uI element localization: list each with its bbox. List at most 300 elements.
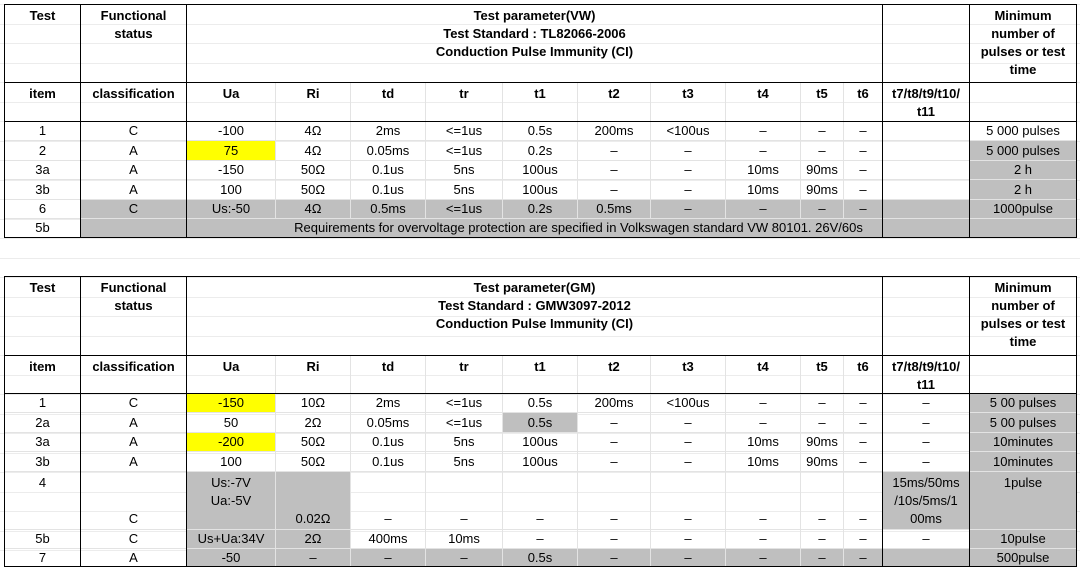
gm-table-cell-text: 10minutes — [993, 453, 1053, 469]
gm-table-cell — [4, 451, 80, 471]
gm-row-7-cell — [502, 548, 577, 566]
gm-table-cell-text: 2a — [35, 414, 50, 430]
vw-table-cell — [725, 199, 800, 218]
gm-table-cell-text: – — [818, 395, 826, 410]
vw-table-cell — [425, 160, 502, 179]
gm-table-cell — [577, 393, 650, 412]
vw-header-classification — [80, 82, 186, 121]
gm-table-cell — [725, 451, 800, 471]
vw-table-cell-text: 100 — [220, 181, 242, 197]
vw-table-cell — [882, 160, 969, 179]
gm-table-cell-text: 5 00 pulses — [989, 414, 1057, 430]
vw-table-cell-text: <=1us — [445, 201, 483, 216]
vw-col-header — [800, 82, 843, 121]
vw-header-test-text: Test — [29, 8, 56, 23]
vw-col-header — [502, 82, 577, 121]
vw-header-minimum — [969, 4, 1076, 82]
gm-row-7-cell-text: – — [818, 549, 826, 565]
table-border — [4, 355, 1077, 356]
gm-table-cell-text: – — [922, 414, 930, 430]
gm-col-header — [186, 355, 275, 393]
vw-table-cell — [843, 121, 882, 140]
gm-table-cell-text: 100us — [522, 434, 558, 449]
gm-table-cell-text: 0.5s — [527, 395, 553, 410]
gm-row-5b-cell — [186, 529, 275, 548]
gm-table-cell — [350, 412, 425, 432]
gm-table-cell-text: 0.1us — [372, 434, 404, 449]
gm-row-7-cell-text: – — [460, 549, 468, 565]
table-border — [4, 82, 1077, 83]
gm-col-header-text: tr — [459, 359, 469, 374]
gm-row-5b-cell-text: 5b — [35, 531, 50, 546]
gm-row-7-cell — [969, 548, 1076, 566]
vw-table-cell — [275, 140, 350, 160]
gm-table-cell-text: 50Ω — [300, 453, 326, 469]
vw-table-cell-text: – — [818, 201, 826, 216]
vw-table-cell-text: 5 000 pulses — [986, 142, 1060, 158]
vw-table-cell — [969, 140, 1076, 160]
gm-row-4-ua — [186, 471, 275, 529]
vw-table-cell — [650, 140, 725, 160]
gm-row-5b-cell-text: – — [759, 531, 767, 546]
gm-row-5b-cell-text: – — [922, 531, 930, 546]
vw-table-cell — [425, 179, 502, 199]
vw-col-header — [577, 82, 650, 121]
table-border — [4, 4, 5, 238]
vw-table-cell — [350, 121, 425, 140]
vw-table-cell — [843, 160, 882, 179]
gm-table-cell-text: – — [684, 434, 692, 449]
gm-row-5b-cell-text: – — [536, 531, 544, 546]
gm-col-header — [725, 355, 800, 393]
gm-table-cell — [186, 451, 275, 471]
vw-col-header — [350, 82, 425, 121]
vw-table-cell — [800, 140, 843, 160]
gm-row-4-min — [969, 471, 1076, 529]
gm-table-cell-text: 3a — [35, 434, 50, 449]
gm-table-cell-text: 10minutes — [993, 434, 1053, 449]
vw-table-cell — [502, 140, 577, 160]
vw-header-item-text: item — [29, 86, 56, 101]
gm-table-cell-text: 0.05ms — [366, 414, 410, 430]
gm-row-4-cell — [502, 471, 577, 529]
gm-table-cell — [425, 393, 502, 412]
table-border — [969, 4, 970, 238]
vw-col-header-text: t5 — [816, 86, 828, 101]
vw-table-cell — [725, 179, 800, 199]
vw-table-cell-text: A — [129, 142, 138, 158]
gm-table-cell — [650, 412, 725, 432]
vw-col-header-text: td — [381, 86, 395, 101]
gm-row-7-cell — [186, 548, 275, 566]
gm-table-cell-text: – — [859, 414, 867, 430]
vw-table-cell-text: – — [684, 162, 692, 177]
table-border — [4, 121, 1077, 122]
gm-table-cell — [800, 451, 843, 471]
vw-table-cell — [350, 140, 425, 160]
vw-header-parameter-text: Test parameter(VW) Test Standard : TL82066-2006 Conduction Pulse Immunity (CI) — [435, 8, 634, 59]
vw-table-cell-text: 0.1us — [372, 181, 404, 197]
table-border — [4, 393, 1077, 394]
gm-row-4-ua-text: Ua:-5V — [210, 493, 252, 508]
vw-table-cell — [4, 179, 80, 199]
gm-table-cell — [725, 393, 800, 412]
gm-table-cell-text: – — [684, 414, 692, 430]
gm-row-4-ua-text: Us:-7V — [211, 475, 251, 490]
gm-table-cell-text: – — [759, 414, 767, 430]
gm-table-cell-text: – — [610, 453, 618, 469]
gm-row-5b-cell-text: 10ms — [448, 531, 480, 546]
vw-table-cell-text: – — [759, 142, 767, 158]
gm-col-header-text: t6 — [857, 359, 869, 374]
gm-row-7-cell — [725, 548, 800, 566]
vw-table-cell — [275, 179, 350, 199]
vw-table-cell — [186, 179, 275, 199]
vw-table-cell — [4, 121, 80, 140]
vw-table-cell-text: 10ms — [747, 162, 779, 177]
gm-row-5b-cell — [275, 529, 350, 548]
gm-row-7-cell — [425, 548, 502, 566]
vw-table-cell — [725, 160, 800, 179]
vw-table-cell-text: C — [128, 123, 139, 138]
gm-row-5b-cell-text: 10pulse — [1000, 531, 1046, 546]
gm-row-4-cell — [425, 471, 502, 529]
gm-table-cell-text: – — [684, 453, 692, 469]
gm-table-cell — [882, 432, 969, 451]
gm-header-classification — [80, 355, 186, 393]
gm-table-cell-text: <=1us — [445, 414, 483, 430]
vw-table-cell-text: – — [859, 201, 867, 216]
gm-col-header-text: t5 — [816, 359, 828, 374]
gm-table-cell-text: 90ms — [806, 434, 838, 449]
gm-table-cell — [350, 393, 425, 412]
gm-row-5b-cell — [4, 529, 80, 548]
vw-table-cell-text: 10ms — [747, 181, 779, 197]
gm-table-cell — [425, 432, 502, 451]
vw-table-cell-text: 50Ω — [300, 162, 326, 177]
gm-row-4-cell-text: – — [610, 511, 618, 526]
gm-row-5b-cell-text: 2Ω — [304, 531, 322, 546]
vw-table-cell — [800, 179, 843, 199]
vw-col-header — [650, 82, 725, 121]
vw-header-classification-text: classification — [92, 86, 175, 101]
vw-col-header — [725, 82, 800, 121]
gm-col-header — [502, 355, 577, 393]
gm-row-5b-cell — [80, 529, 186, 548]
vw-table-cell-text: – — [818, 123, 826, 138]
vw-table-cell — [502, 179, 577, 199]
gm-table-cell-text: 2Ω — [304, 414, 322, 430]
vw-table-cell — [425, 199, 502, 218]
vw-table-cell — [502, 121, 577, 140]
vw-table-cell-text: 5 000 pulses — [986, 123, 1060, 138]
gm-header-parameter-text: Test parameter(GM) Test Standard : GMW3097-2012 Conduction Pulse Immunity (CI) — [435, 280, 634, 331]
gm-row-5b-cell-text: – — [610, 531, 618, 546]
vw-table-cell — [800, 199, 843, 218]
vw-table-cell-text: – — [759, 123, 767, 138]
vw-header-status — [80, 4, 186, 82]
gm-col-header — [800, 355, 843, 393]
gm-table-cell — [275, 451, 350, 471]
vw-table-cell-text: 5ns — [453, 162, 475, 177]
gm-table-cell — [969, 432, 1076, 451]
gm-row-4-cell-text: – — [818, 511, 826, 526]
gm-table-cell-text: 5 00 pulses — [989, 395, 1057, 410]
vw-table-cell-text: <=1us — [445, 123, 483, 138]
gm-table-cell-text: – — [610, 434, 618, 449]
gm-row-7-cell-text: 0.5s — [527, 549, 553, 565]
gm-table-cell — [577, 451, 650, 471]
gm-row-4-item-text: 4 — [38, 475, 47, 490]
vw-table-cell — [882, 179, 969, 199]
gm-table-cell — [650, 432, 725, 451]
gm-table-cell-text: – — [859, 453, 867, 469]
vw-col-header-text: t2 — [608, 86, 620, 101]
gm-row-7-cell — [650, 548, 725, 566]
gm-table-cell-text: – — [759, 395, 767, 410]
gm-table-cell — [80, 412, 186, 432]
vw-table-cell — [650, 199, 725, 218]
gm-table-cell — [186, 393, 275, 412]
vw-table-cell-text: – — [610, 162, 618, 177]
vw-table-cell — [186, 199, 275, 218]
gm-row-4-cell-text: – — [859, 511, 867, 526]
gm-table-cell — [275, 432, 350, 451]
gm-row-4-cell — [577, 471, 650, 529]
gm-table-cell — [969, 412, 1076, 432]
gm-row-7-cell-text: – — [309, 549, 317, 565]
gm-row-7-cell — [350, 548, 425, 566]
vw-table-cell-text: C — [128, 201, 139, 216]
gm-row-7-cell-text: – — [859, 549, 867, 565]
gm-row-4-t7 — [882, 471, 969, 529]
vw-table-cell — [80, 160, 186, 179]
gm-table-cell — [425, 451, 502, 471]
vw-table-cell-text: <=1us — [445, 142, 483, 158]
gm-header-parameter — [186, 276, 882, 355]
gm-table-cell — [577, 412, 650, 432]
gm-table-cell-text: 100us — [522, 453, 558, 469]
gm-header-minimum-text: Minimum number of pulses or test time — [980, 280, 1066, 349]
gm-row-5b-cell — [969, 529, 1076, 548]
gm-row-7-cell-text: 500pulse — [996, 549, 1050, 565]
gm-row-5b-cell-text: – — [684, 531, 692, 546]
vw-col-header — [186, 82, 275, 121]
vw-table-cell — [425, 121, 502, 140]
gm-table-cell — [725, 432, 800, 451]
gm-table-cell-text: 5ns — [453, 453, 475, 469]
vw-table-cell-text: – — [684, 181, 692, 197]
gm-row-5b-cell — [843, 529, 882, 548]
gm-col-header — [577, 355, 650, 393]
gm-col-header — [275, 355, 350, 393]
gm-header-item-text: item — [29, 359, 56, 374]
gm-table-cell-text: 10Ω — [300, 395, 326, 410]
table-border — [969, 276, 970, 567]
table-border — [4, 4, 1077, 5]
vw-col-header-text: t6 — [857, 86, 869, 101]
gm-table-cell — [80, 432, 186, 451]
vw-col-header-text: Ri — [306, 86, 320, 101]
gm-row-7-cell — [577, 548, 650, 566]
vw-table-cell — [186, 121, 275, 140]
vw-row-5b-item-text: 5b — [35, 220, 50, 235]
vw-col-header — [275, 82, 350, 121]
gm-row-7-cell — [800, 548, 843, 566]
gm-table-cell — [80, 393, 186, 412]
gm-col-header-text: t7/t8/t9/t10/ t11 — [892, 359, 960, 392]
vw-header-blank — [882, 4, 969, 82]
gm-col-header-text: t4 — [757, 359, 769, 374]
vw-table-cell — [80, 140, 186, 160]
gm-col-header — [843, 355, 882, 393]
vw-table-cell — [650, 160, 725, 179]
gm-row-7-cell — [843, 548, 882, 566]
gm-table-cell — [969, 393, 1076, 412]
gm-col-header-text: t3 — [682, 359, 694, 374]
gm-col-header-text: Ri — [306, 359, 320, 374]
gm-table-cell-text: <=1us — [445, 395, 483, 410]
gm-table-cell-text: – — [610, 414, 618, 430]
vw-table-cell — [800, 160, 843, 179]
vw-table-cell — [4, 140, 80, 160]
vw-table-cell-text: 5ns — [453, 181, 475, 197]
vw-table-cell-text: – — [684, 142, 692, 158]
gm-row-7-cell-text: 7 — [38, 549, 47, 565]
gm-table-cell-text: 100 — [220, 453, 242, 469]
vw-table-cell-text: -100 — [217, 123, 245, 138]
gm-table-cell — [275, 393, 350, 412]
vw-table-cell-text: -150 — [217, 162, 245, 177]
gm-table-cell-text: 0.1us — [372, 453, 404, 469]
gm-table-cell — [725, 412, 800, 432]
gm-table-cell — [577, 432, 650, 451]
gm-table-cell-text: – — [922, 453, 930, 469]
table-border — [80, 4, 81, 238]
gm-row-4-class-text: C — [128, 511, 139, 526]
vw-table-cell-text: 90ms — [806, 181, 838, 197]
vw-table-cell-text: – — [684, 201, 692, 216]
gm-table-cell — [80, 451, 186, 471]
vw-table-cell-text: – — [759, 201, 767, 216]
gm-header-blank — [882, 276, 969, 355]
vw-row-5b-note — [80, 218, 1076, 237]
vw-col-header-text: t3 — [682, 86, 694, 101]
vw-header-blank — [969, 82, 1076, 121]
vw-table-cell-text: 1000pulse — [993, 201, 1053, 216]
table-border — [882, 276, 883, 567]
gm-row-5b-cell — [650, 529, 725, 548]
vw-table-cell — [275, 199, 350, 218]
gm-table-cell-text: – — [922, 434, 930, 449]
gm-row-7-cell-text: A — [129, 549, 138, 565]
gm-header-minimum — [969, 276, 1076, 355]
gm-row-4-item — [4, 471, 80, 529]
gm-row-5b-cell — [725, 529, 800, 548]
vw-table-cell-text: 100us — [522, 162, 558, 177]
gm-table-cell-text: <100us — [666, 395, 710, 410]
vw-table-cell-text: 100us — [522, 181, 558, 197]
vw-table-cell — [882, 140, 969, 160]
vw-table-cell — [650, 121, 725, 140]
vw-table-cell-text: <100us — [666, 123, 710, 138]
vw-table-cell-text: 0.1us — [372, 162, 404, 177]
gm-col-header-text: Ua — [222, 359, 240, 374]
gm-table-cell-text: A — [129, 434, 138, 449]
vw-table-cell — [843, 199, 882, 218]
gm-table-cell-text: – — [859, 434, 867, 449]
gm-table-cell — [650, 451, 725, 471]
gm-table-cell — [882, 451, 969, 471]
vw-table-cell-text: A — [129, 181, 138, 197]
gm-table-cell — [186, 412, 275, 432]
vw-table-cell-text: 4Ω — [304, 142, 322, 158]
gm-table-cell-text: 2ms — [375, 395, 401, 410]
gm-row-4-t7-text: 15ms/50ms /10s/5ms/1 00ms — [892, 475, 960, 526]
vw-table-cell-text: 0.5ms — [596, 201, 632, 216]
vw-table-cell — [843, 140, 882, 160]
gm-col-header — [650, 355, 725, 393]
gm-table-cell-text: 10ms — [747, 453, 779, 469]
gm-table-cell — [800, 412, 843, 432]
vw-table-cell-text: 0.5ms — [370, 201, 406, 216]
vw-table-cell — [650, 179, 725, 199]
vw-header-parameter — [186, 4, 882, 82]
vw-table-cell — [80, 179, 186, 199]
gm-row-5b-cell-text: – — [859, 531, 867, 546]
gm-row-4-cell — [800, 471, 843, 529]
gm-col-header — [350, 355, 425, 393]
vw-row-5b-note-text: Requirements for overvoltage protection are specified in Volkswagen standard VW 80101. 26V/60s — [294, 220, 863, 235]
vw-table-cell-text: 50Ω — [300, 181, 326, 197]
gm-table-cell — [502, 432, 577, 451]
vw-table-cell-text: 3b — [35, 181, 50, 197]
gm-table-cell — [186, 432, 275, 451]
gm-col-header-text: td — [381, 359, 395, 374]
vw-table-cell — [725, 121, 800, 140]
vw-table-cell — [502, 160, 577, 179]
vw-table-cell-text: 3a — [35, 162, 50, 177]
vw-table-cell — [969, 160, 1076, 179]
gm-table-cell — [425, 412, 502, 432]
gm-row-4-min-text: 1pulse — [1003, 475, 1043, 490]
gm-table-cell — [502, 412, 577, 432]
vw-table-cell — [186, 160, 275, 179]
table-border — [4, 566, 1077, 567]
vw-table-cell-text: – — [859, 181, 867, 197]
vw-table-cell-text: 6 — [38, 201, 47, 216]
vw-table-cell — [577, 199, 650, 218]
gm-row-5b-cell — [425, 529, 502, 548]
vw-table-cell-text: 0.2s — [527, 142, 553, 158]
gm-table-cell-text: 5ns — [453, 434, 475, 449]
vw-table-cell — [502, 199, 577, 218]
gm-table-cell-text: A — [129, 414, 138, 430]
vw-table-cell-text: 90ms — [806, 162, 838, 177]
vw-col-header — [843, 82, 882, 121]
vw-table-cell-text: 200ms — [594, 123, 634, 138]
vw-table-cell — [969, 199, 1076, 218]
gm-table-cell-text: 1 — [38, 395, 47, 410]
vw-table-cell-text: 75 — [223, 142, 239, 158]
vw-table-cell — [577, 160, 650, 179]
vw-table-cell — [350, 199, 425, 218]
gm-row-4-ri-text: 0.02Ω — [295, 511, 331, 526]
gm-row-7-cell-text: – — [384, 549, 392, 565]
gm-row-7-cell-text: – — [610, 549, 618, 565]
gm-col-header — [425, 355, 502, 393]
vw-table-cell-text: – — [859, 142, 867, 158]
